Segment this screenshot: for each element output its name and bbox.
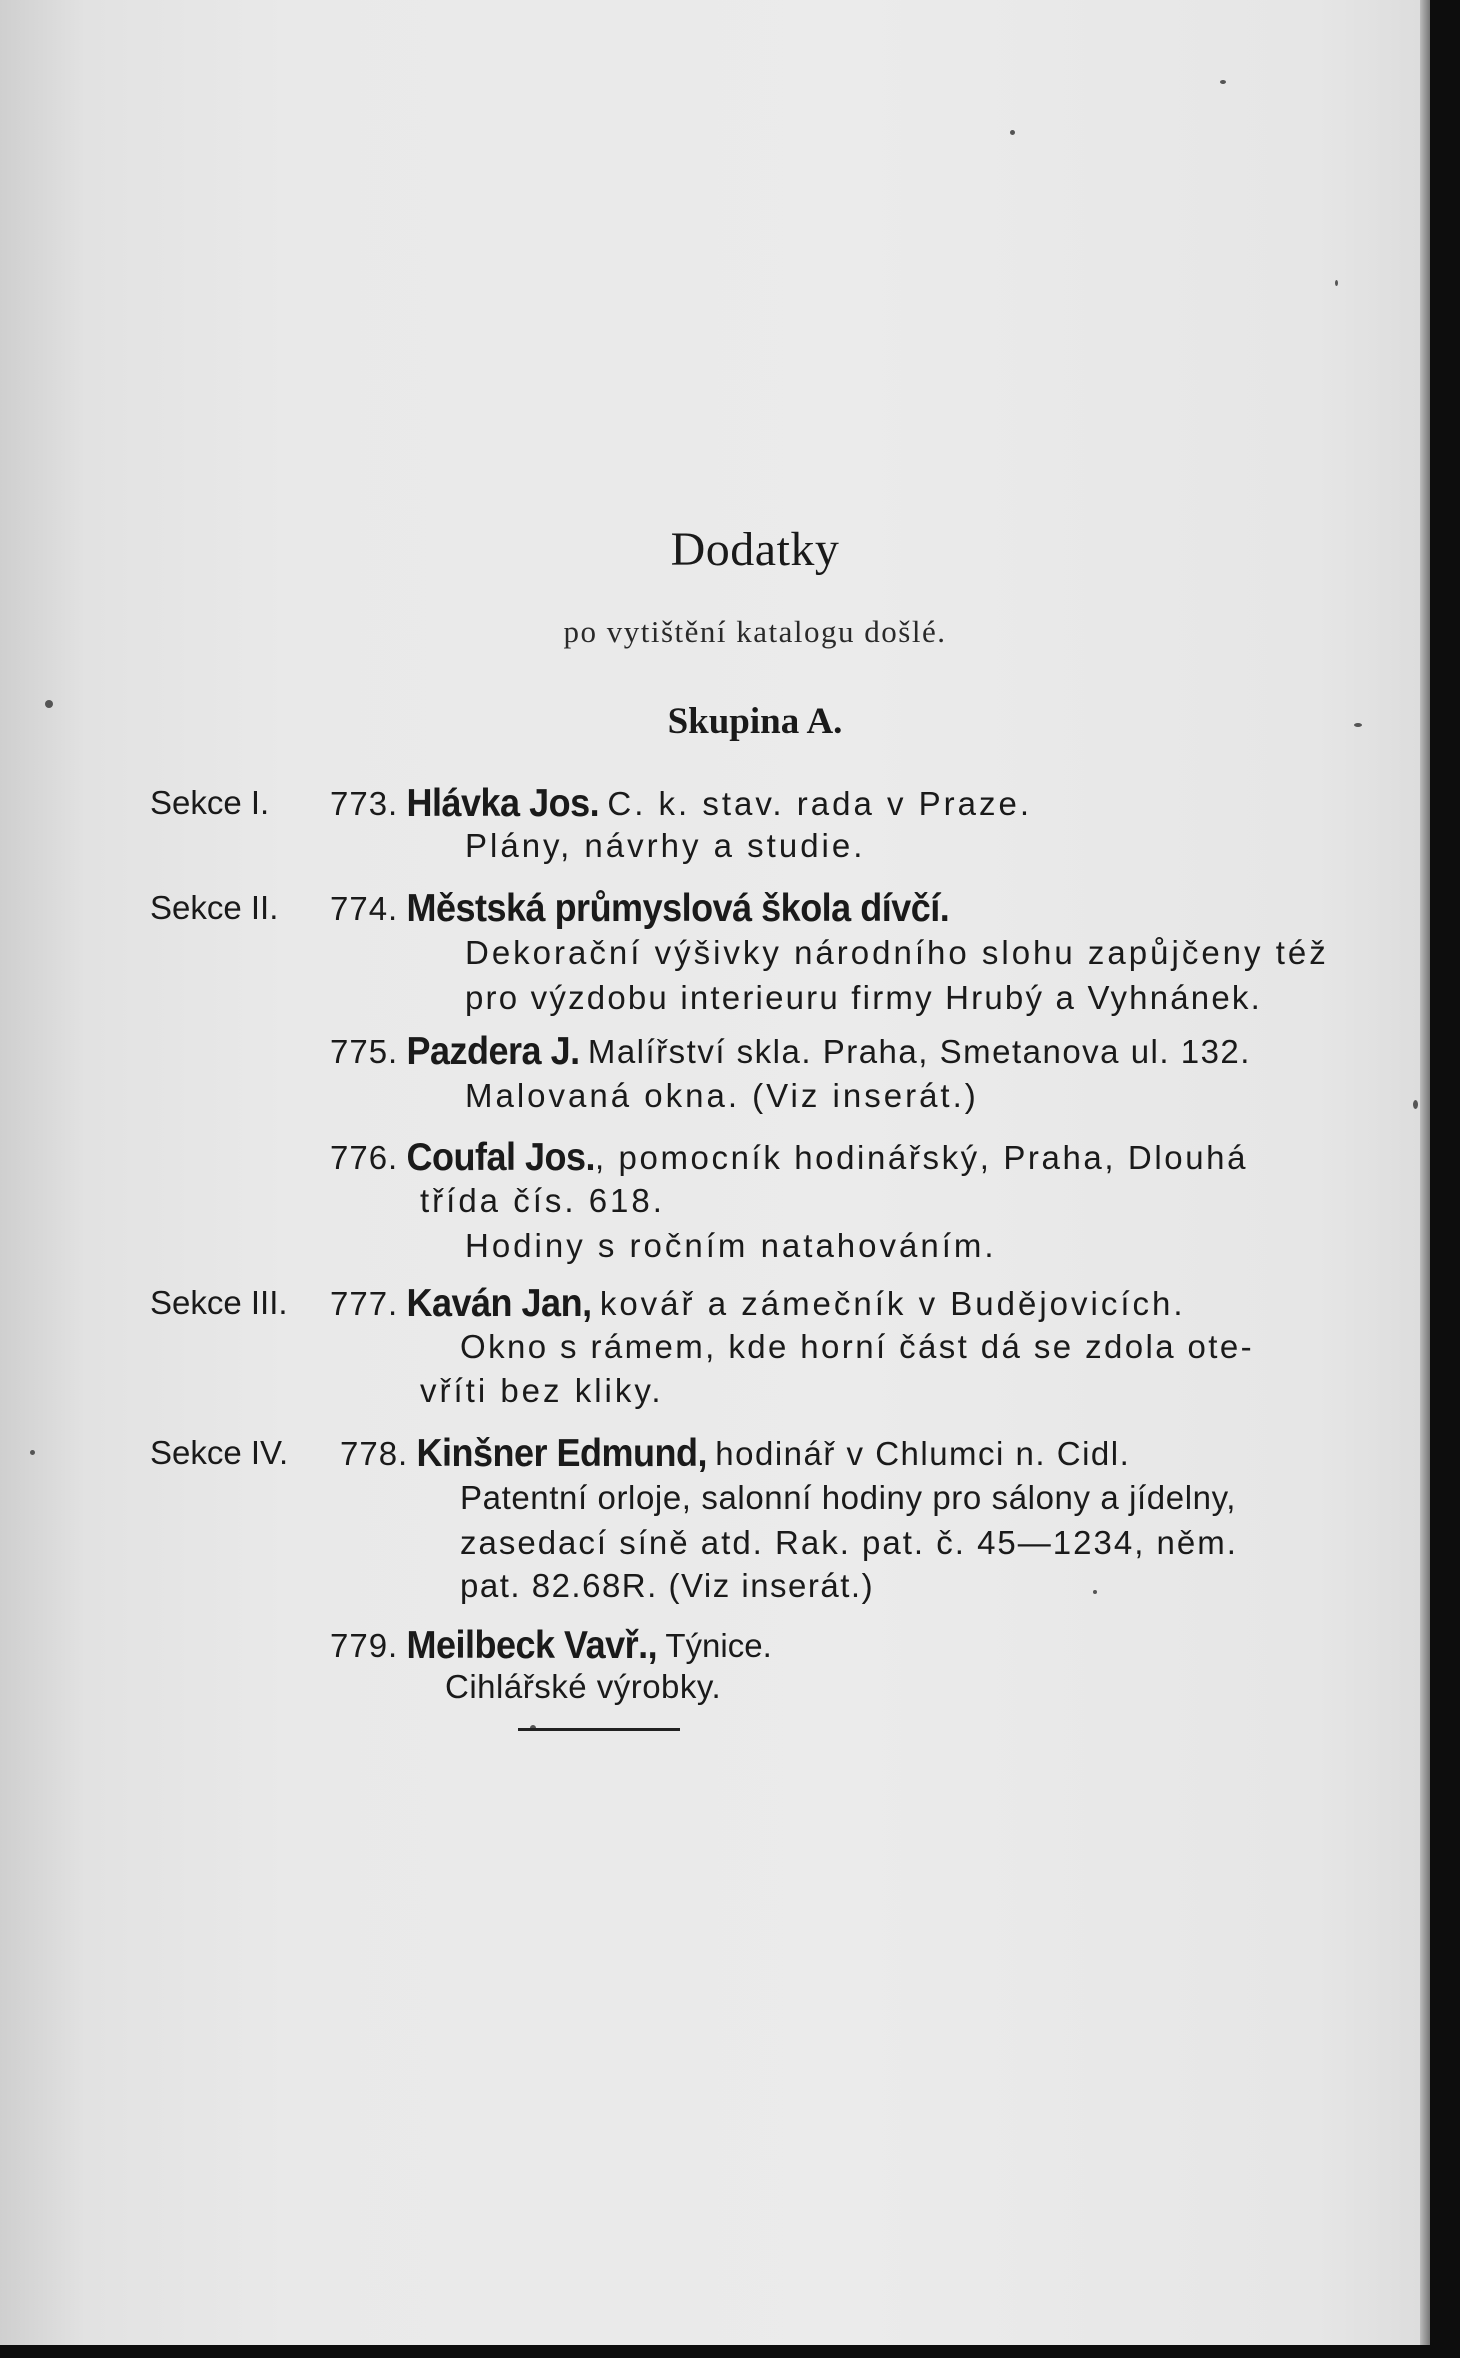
entry-line: Dekorační výšivky národního slohu zapůjčeny též	[465, 934, 1329, 971]
entry-line: Hodiny s ročním natahováním.	[465, 1227, 997, 1264]
section-label: Sekce I.	[150, 784, 270, 821]
entry-line: Plány, návrhy a studie.	[465, 827, 866, 864]
entry-number: 775.	[330, 1033, 399, 1070]
entry-line: třída čís. 618.	[420, 1182, 665, 1219]
page-edge-shadow	[1420, 0, 1430, 2345]
entry-line: , pomocník hodinářský, Praha, Dlouhá	[595, 1139, 1249, 1176]
scan-speck	[1010, 130, 1015, 135]
entry-line: hodinář v Chlumci n. Cidl.	[715, 1435, 1131, 1472]
entry-number: 778.	[340, 1435, 409, 1472]
exhibitor-name: Městská průmyslová škola dívčí.	[406, 885, 950, 930]
entry-number: 777.	[330, 1285, 399, 1322]
scan-speck	[1220, 80, 1226, 84]
entry-line: Týnice.	[665, 1627, 772, 1664]
exhibitor-name: Meilbeck Vavř.,	[406, 1622, 658, 1667]
entry-number: 774.	[330, 890, 399, 927]
scan-speck	[1335, 280, 1338, 286]
entry-line: vříti bez kliky.	[420, 1372, 664, 1409]
scan-speck	[1413, 1100, 1418, 1109]
closing-rule	[518, 1728, 680, 1731]
entry-line: Malířství skla. Praha, Smetanova ul. 132.	[587, 1033, 1251, 1070]
entry-line: pro výzdobu interieuru firmy Hrubý a Vyhnánek.	[465, 979, 1262, 1016]
section-label: Sekce IV.	[150, 1434, 289, 1471]
entry-line: zasedací síně atd. Rak. pat. č. 45—1234, něm.	[460, 1524, 1238, 1561]
section-label: Sekce III.	[150, 1284, 288, 1321]
entry-number: 776.	[330, 1139, 399, 1176]
catalog-entry-773	[330, 780, 1033, 825]
exhibitor-name: Kinšner Edmund,	[416, 1430, 708, 1475]
page-title: Dodatky	[670, 523, 840, 576]
scan-speck	[30, 1450, 35, 1455]
exhibitor-name: Pazdera J.	[406, 1028, 580, 1073]
scan-speck	[45, 700, 53, 708]
catalog-entry-777	[330, 1280, 1186, 1325]
catalog-entry-776	[330, 1134, 1249, 1179]
group-heading: Skupina A.	[667, 701, 843, 742]
entry-line: Patentní orloje, salonní hodiny pro sálony a jídelny,	[460, 1479, 1236, 1516]
exhibitor-name: Coufal Jos.	[406, 1134, 596, 1179]
section-label: Sekce II.	[150, 889, 279, 926]
entry-line: Okno s rámem, kde horní část dá se zdola ote-	[460, 1328, 1254, 1365]
entry-line: Cihlářské výrobky.	[445, 1668, 722, 1705]
entry-line: C. k. stav. rada v Praze.	[607, 785, 1033, 822]
catalog-entry-774	[330, 885, 950, 930]
catalog-entry-775	[330, 1028, 1251, 1073]
entry-number: 773.	[330, 785, 399, 822]
entry-number: 779.	[330, 1627, 399, 1664]
scan-speck	[1093, 1590, 1097, 1594]
entry-line: kovář a zámečník v Budějovicích.	[599, 1285, 1186, 1322]
exhibitor-name: Kaván Jan,	[406, 1280, 592, 1325]
entry-line: pat. 82.68R. (Viz inserát.)	[460, 1567, 875, 1604]
page-subtitle: po vytištění katalogu došlé.	[563, 614, 947, 649]
catalog-entry-779	[330, 1622, 772, 1667]
catalog-entry-778	[340, 1430, 1131, 1475]
entry-line: Malovaná okna. (Viz inserát.)	[465, 1077, 979, 1114]
exhibitor-name: Hlávka Jos.	[406, 780, 600, 825]
